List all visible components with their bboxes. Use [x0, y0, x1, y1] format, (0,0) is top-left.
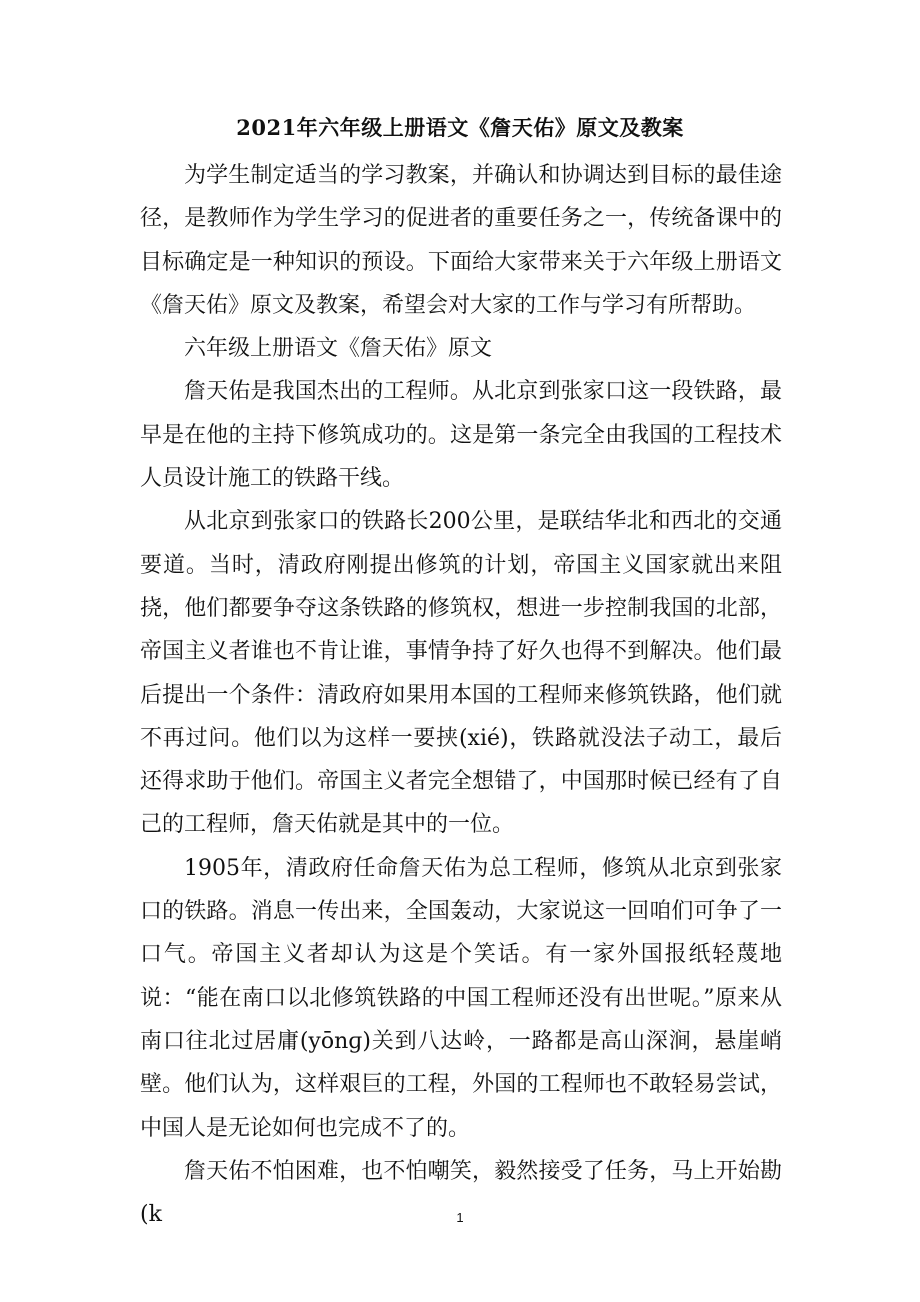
paragraph-text-2: 从北京到张家口的铁路长200公里，是联结华北和西北的交通要道。当时，清政府刚提出修筑的计划，帝国主义国家就出来阻挠，他们都要争夺这条铁路的修筑权，想进一步控制我国的北部，帝国主义者谁也不肯让谁，事情争持了好久也得不到解决。他们最后提出一个条件：清政府如果用本国的工程师来修筑铁路，他们就不再过问。他们以为这样一要挟(xié)，铁路就没法子动工，最后还得求助于他们。帝国主义者完全想错了，中国那时候已经有了自己的工程师，詹天佑就是其中的一位。	[140, 509, 782, 838]
document-title: 2021年六年级上册语文《詹天佑》原文及教案	[236, 115, 684, 140]
document-body	[140, 154, 782, 1236]
paragraph-text-3: 1905年，清政府任命詹天佑为总工程师，修筑从北京到张家口的铁路。消息一传出来，全国轰动，大家说这一回咱们可争了一口气。帝国主义者却认为这是个笑话。有一家外国报纸轻蔑地说：“能在南口以北修筑铁路的中国工程师还没有出世呢。”原来从南口往北过居庸(yōnɡ)关到八达岭，一路都是高山深涧，悬崖峭壁。他们认为，这样艰巨的工程，外国的工程师也不敢轻易尝试，中国人是无论如何也完成不了的。	[140, 855, 782, 1141]
paragraph-text-4: 詹天佑不怕困难，也不怕嘲笑，毅然接受了任务，马上开始勘(k	[140, 1158, 782, 1228]
paragraph-intro: 为学生制定适当的学习教案，并确认和协调达到目标的最佳途径，是教师作为学生学习的促进者的重要任务之一，传统备课中的目标确定是一种知识的预设。下面给大家带来关于六年级上册语文《詹天佑》原文及教案，希望会对大家的工作与学习有所帮助。	[140, 163, 782, 318]
paragraph-text-1: 詹天佑是我国杰出的工程师。从北京到张家口这一段铁路，最早是在他的主持下修筑成功的。这是第一条完全由我国的工程技术人员设计施工的铁路干线。	[140, 379, 782, 492]
page-number: 1	[456, 1210, 464, 1225]
paragraph-section-heading: 六年级上册语文《詹天佑》原文	[184, 336, 493, 362]
